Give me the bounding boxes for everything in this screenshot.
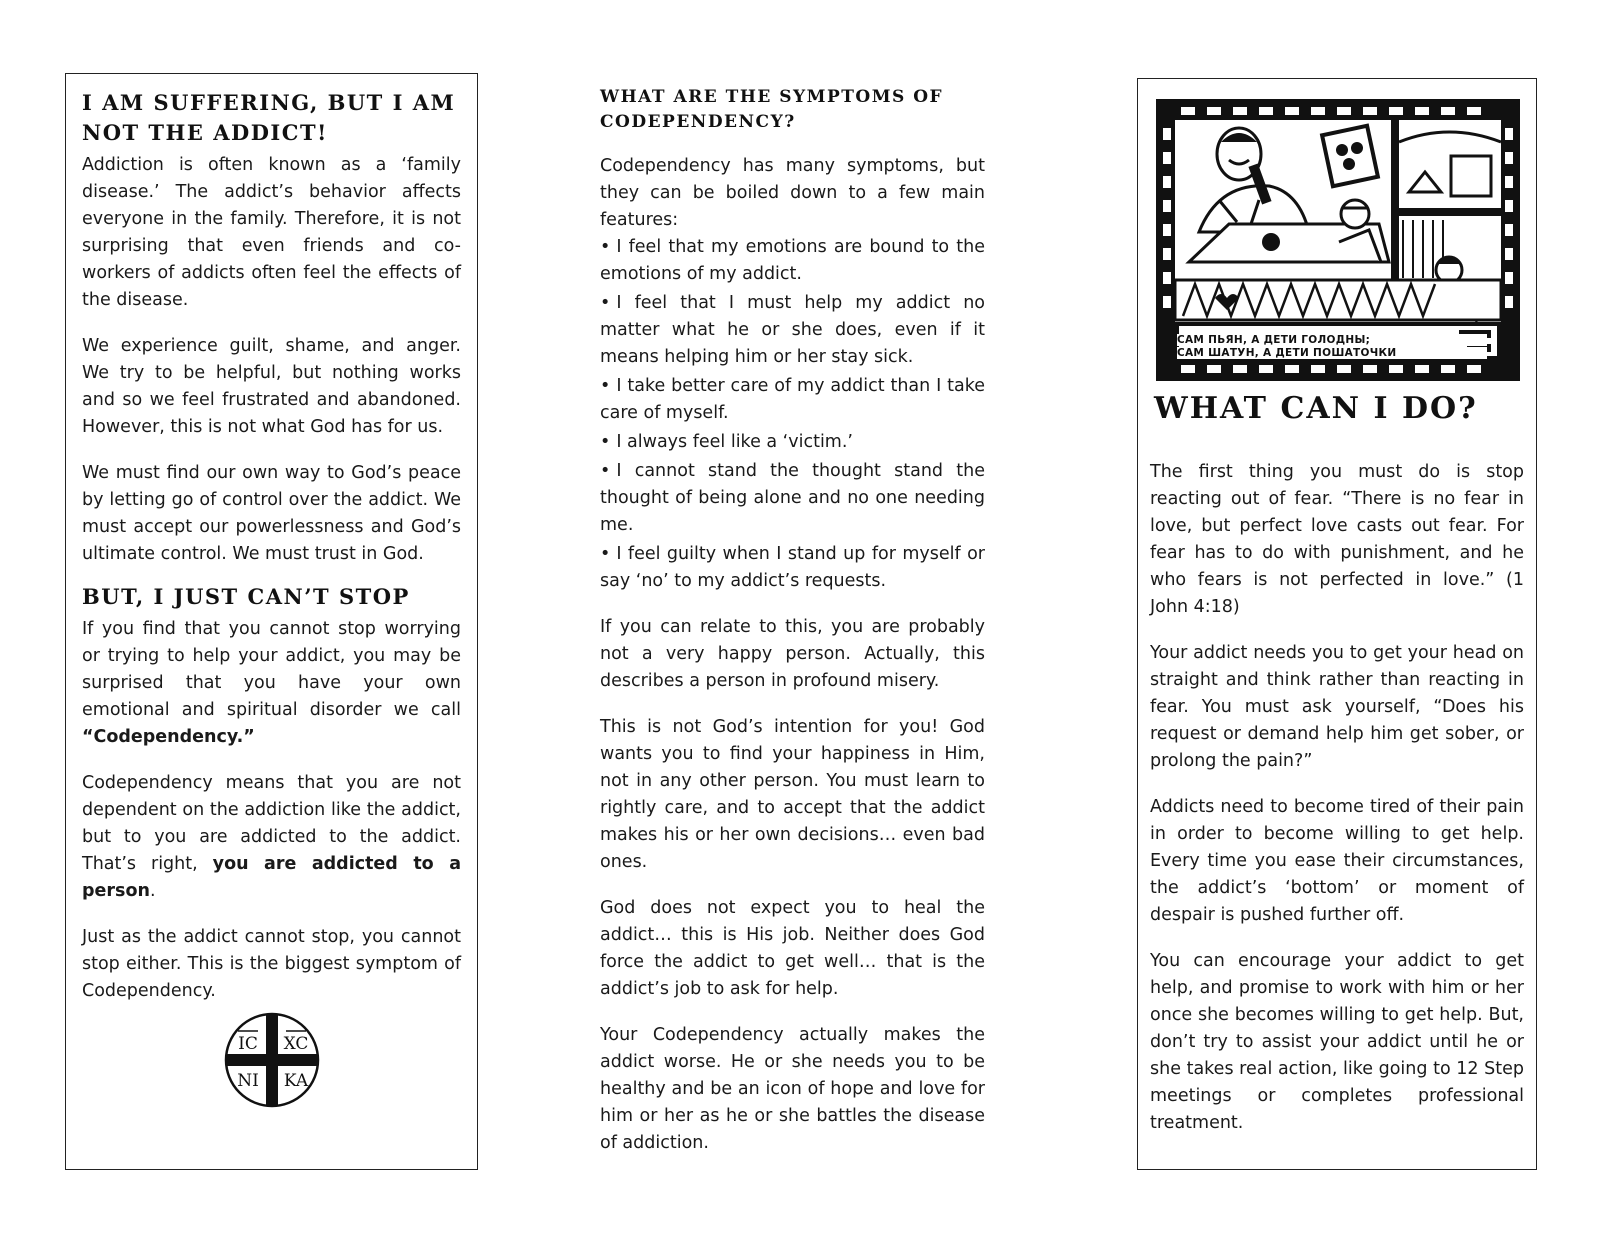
symptom-list [600, 234, 985, 595]
paragraph-cannot-stop-worrying: If you find that you cannot stop worrying or trying to help your addict, you may be surprised that you have your own emotional and spiritual disorder we call “Codependency.” [82, 619, 461, 747]
paragraph-gods-peace: We must find our own way to God’s peace by letting go of control over the addict. We must accept our powerlessness and God’s ultimate control. We must trust in God. [82, 463, 461, 564]
symptom-item: • I always feel like a ‘victim.’ [600, 429, 985, 456]
paragraph-tired-of-pain: Addicts need to become tired of their pain in order to become willing to get help. Every time you ease their circumstances, the addict’s ‘bottom’ or moment of despair is pushed further off. [1150, 797, 1524, 925]
paragraph-guilt-shame: We experience guilt, shame, and anger. We try to be helpful, but nothing works and so we feel frustrated and abandoned. However, this is not what God has for us. [82, 336, 461, 437]
russian-woodcut-illustration [1156, 99, 1520, 381]
paragraph-gods-job: God does not expect you to heal the addict… this is His job. Neither does God force the addict to get well… that is the addict’s job to ask for help. [600, 898, 985, 999]
paragraph-makes-worse: Your Codependency actually makes the addict worse. He or she needs you to be healthy and be an icon of hope and love for him or her as he or she battles the disease of addiction. [600, 1025, 985, 1153]
paragraph-stop-fear: The first thing you must do is stop reacting out of fear. “There is no fear in love, but perfect love casts out fear. For fear has to do with punishment, and he who fears is not perfected in love.” (1 John 4:18) [1150, 462, 1524, 617]
svg-text:KA: KA [283, 1071, 308, 1091]
paragraph-relate: If you can relate to this, you are probably not a very happy person. Actually, this describes a person in profound misery. [600, 617, 985, 691]
svg-text:XC: XC [283, 1034, 308, 1054]
svg-text:NI: NI [236, 1071, 259, 1091]
paragraph-symptoms-intro: Codependency has many symptoms, but they can be boiled down to a few main features: [600, 156, 985, 230]
panel-right [1137, 78, 1537, 1170]
paragraph-biggest-symptom: Just as the addict cannot stop, you cannot stop either. This is the biggest symptom of Codependency. [82, 927, 461, 1001]
symptom-item: • I take better care of my addict than I take care of myself. [600, 373, 985, 427]
codependency-term: “Codependency.” [82, 727, 255, 747]
svg-text:IC: IC [237, 1034, 258, 1054]
symptom-item: • I cannot stand the thought stand the thought of being alone and no one needing me. [600, 458, 985, 539]
heading-symptoms: WHAT ARE THE SYMPTOMS OF CODEPENDENCY? [600, 87, 944, 132]
woodcut-caption-line-2: САМ ШАТУН, А ДЕТИ ПОШАТОЧКИ [1177, 347, 1487, 359]
paragraph-codependency-means: Codependency means that you are not dependent on the addiction like the addict, but to you are addicted to the addict. That’s right, you are addicted to a person. [82, 773, 462, 901]
heading-cant-stop: BUT, I JUST CAN’T STOP [82, 584, 410, 609]
icxc-nika-emblem [82, 1011, 461, 1109]
paragraph-encourage-help: You can encourage your addict to get help, and promise to work with him or her once she becomes willing to get help. But, don’t try to assist your addict until he or she takes real action, like going to 12 Step meetings or completes professional treatment. [1150, 951, 1524, 1133]
symptom-item: • I feel that I must help my addict no matter what he or she does, even if it means helping him or her stay sick. [600, 290, 985, 371]
cross-emblem-icon [223, 1011, 321, 1109]
heading-what-can-i-do: WHAT CAN I DO? [1154, 391, 1478, 426]
panel-left [65, 73, 478, 1170]
symptom-item: • I feel that my emotions are bound to the emotions of my addict. [600, 234, 985, 288]
panel-middle [600, 85, 985, 1175]
heading-suffering: I AM SUFFERING, BUT I AM NOT THE ADDICT! [82, 90, 456, 145]
woodcut-caption-line-1: САМ ПЬЯН, А ДЕТИ ГОЛОДНЫ; [1177, 334, 1487, 346]
symptom-item: • I feel guilty when I stand up for myself or say ‘no’ to my addict’s requests. [600, 541, 985, 595]
paragraph-family-disease: Addiction is often known as a ‘family disease.’ The addict’s behavior affects everyone in the family. Therefore, it is not surprising that even friends and co-workers of addicts often feel the effects of the disease. [82, 155, 461, 310]
addicted-to-person-emphasis: you are addicted to a person [82, 854, 462, 901]
paragraph-head-straight: Your addict needs you to get your head on straight and think rather than reacting in fear. You must ask yourself, “Does his request or demand help him get sober, or prolong the pain?” [1150, 643, 1524, 771]
paragraph-gods-intention: This is not God’s intention for you! God wants you to find your happiness in Him, not in any other person. You must learn to rightly care, and to accept that the addict makes his or her own decisions… even bad ones. [600, 717, 985, 872]
